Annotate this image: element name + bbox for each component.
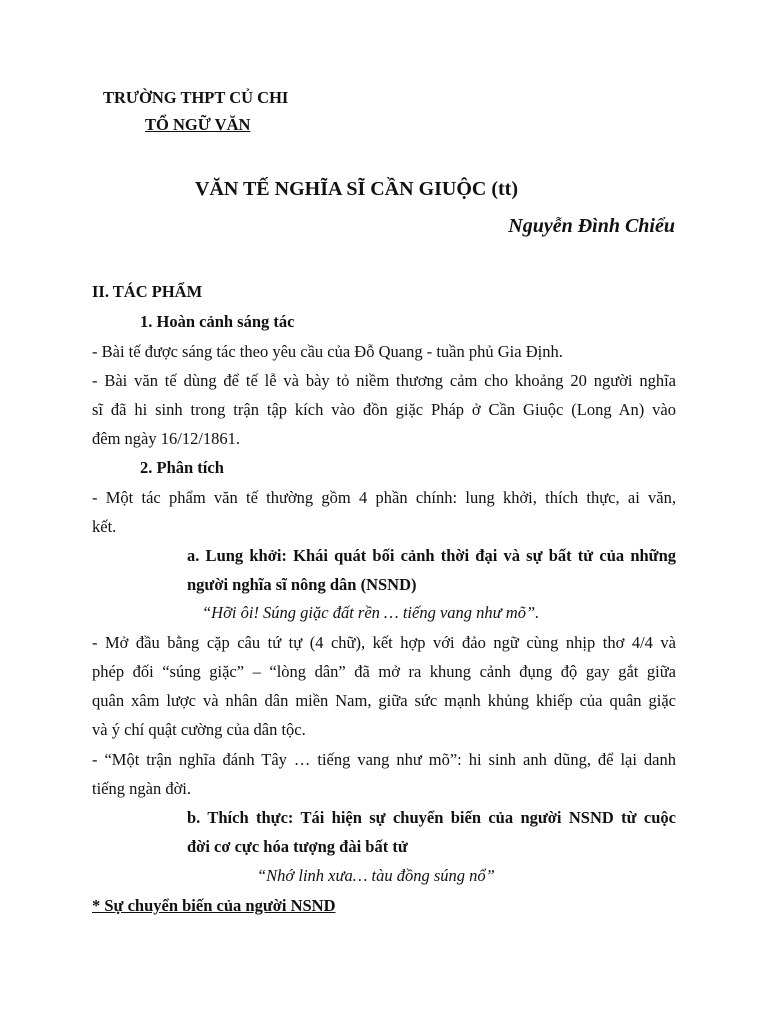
- paragraph-line: - Mở đầu bằng cặp câu tứ tự (4 chữ), kết hợp với đảo ngữ cùng nhịp thơ 4/4 và: [92, 633, 676, 652]
- paragraph-line: sĩ đã hi sinh trong trận tập kích vào đồn giặc Pháp ở Cần Giuộc (Long An) vào: [92, 400, 676, 419]
- paragraph-line: - Một tác phẩm văn tế thường gồm 4 phần chính: lung khởi, thích thực, ai văn,: [92, 488, 676, 507]
- paragraph-line: - “Một trận nghĩa đánh Tây … tiếng vang như mõ”: hi sinh anh dũng, để lại danh: [92, 750, 676, 769]
- paragraph-line: và ý chí quật cường của dân tộc.: [92, 720, 306, 739]
- paragraph-line: - Bài văn tế dùng để tế lễ và bày tỏ niềm thương cảm cho khoảng 20 người nghĩa: [92, 371, 676, 390]
- document-title: VĂN TẾ NGHĨA SĨ CẦN GIUỘC (tt): [195, 178, 518, 200]
- part-b-heading: b. Thích thực: Tái hiện sự chuyển biến của người NSND từ cuộc: [187, 808, 676, 827]
- part-b-subheading: * Sự chuyển biến của người NSND: [92, 896, 336, 915]
- paragraph-line: đêm ngày 16/12/1861.: [92, 429, 241, 448]
- part-a-heading: a. Lung khởi: Khái quát bối cảnh thời đại và sự bất tử của những: [187, 546, 676, 565]
- school-name: TRƯỜNG THPT CỦ CHI: [103, 88, 289, 107]
- part-b-heading-continued: đời cơ cực hóa tượng đài bất tử: [187, 837, 408, 856]
- department-name: TỔ NGỮ VĂN: [145, 115, 251, 134]
- part-b-quote: “Nhớ linh xưa… tàu đồng súng nổ”: [257, 866, 495, 885]
- part-a-quote: “Hỡi ôi! Súng giặc đất rền … tiếng vang như mõ”.: [202, 603, 540, 622]
- paragraph-line: - Bài tế được sáng tác theo yêu cầu của Đỗ Quang - tuần phủ Gia Định.: [92, 342, 563, 361]
- paragraph-line: phép đối “súng giặc” – “lòng dân” đã mở ra khung cảnh đụng độ gay gắt giữa: [92, 662, 676, 681]
- paragraph-line: tiếng ngàn đời.: [92, 779, 191, 798]
- document-author: Nguyễn Đình Chiểu: [508, 215, 675, 237]
- subsection-heading-2: 2. Phân tích: [140, 458, 224, 477]
- paragraph-line: quân xâm lược và nhân dân miền Nam, giữa sức mạnh khủng khiếp của quân giặc: [92, 691, 676, 710]
- section-heading: II. TÁC PHẨM: [92, 282, 203, 301]
- subsection-heading-1: 1. Hoàn cảnh sáng tác: [140, 312, 295, 331]
- paragraph-line: kết.: [92, 517, 117, 536]
- part-a-heading-continued: người nghĩa sĩ nông dân (NSND): [187, 575, 417, 594]
